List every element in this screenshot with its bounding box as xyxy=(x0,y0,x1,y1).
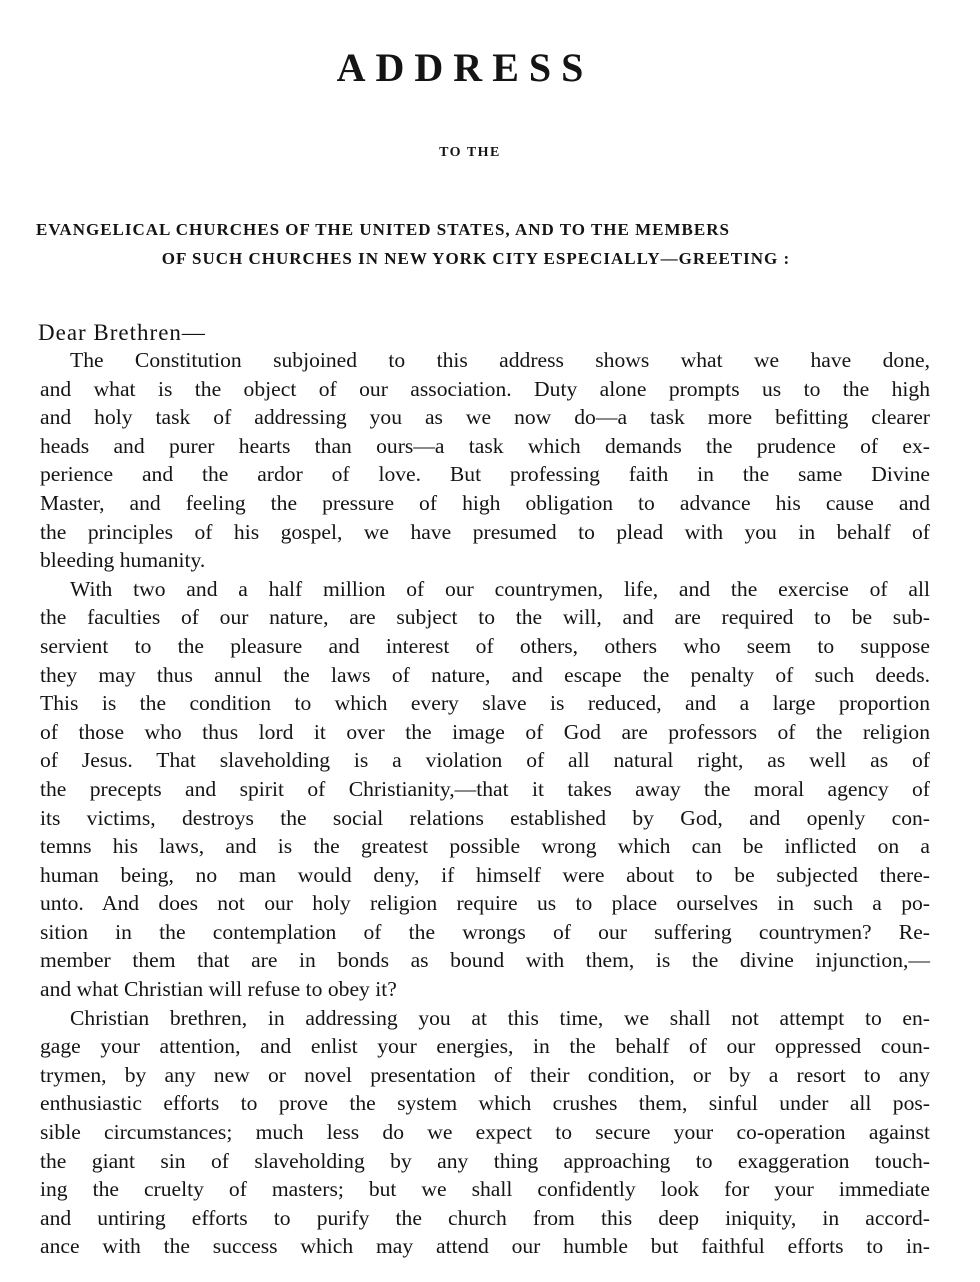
text-line: enthusiastic efforts to prove the system which crushes them, sinful under all pos- xyxy=(40,1091,930,1116)
text-line: the faculties of our nature, are subject to the will, and are required to be sub- xyxy=(40,605,930,630)
text-line: sition in the contemplation of the wrongs of our suffering countrymen? Re- xyxy=(40,919,930,944)
text-line: and holy task of addressing you as we now do—a task more befitting clearer xyxy=(40,405,930,430)
text-line: member them that are in bonds as bound with them, is the divine injunction,— xyxy=(40,948,930,973)
text-line: of Jesus. That slaveholding is a violation of all natural right, as well as of xyxy=(40,748,930,773)
document-subtitle xyxy=(36,215,916,273)
text-line: and what is the object of our association. Duty alone prompts us to the high xyxy=(40,376,930,401)
text-line: ing the cruelty of masters; but we shall confidently look for your immediate xyxy=(40,1177,930,1202)
text-line: Master, and feeling the pressure of high obligation to advance his cause and xyxy=(40,490,930,515)
subtitle-line: EVANGELICAL CHURCHES OF THE UNITED STATES, AND TO THE MEMBERS xyxy=(36,220,730,239)
text-line: its victims, destroys the social relations established by God, and openly con- xyxy=(40,805,930,830)
text-line: The Constitution subjoined to this address shows what we have done, xyxy=(70,348,930,372)
text-line: trymen, by any new or novel presentation of their condition, or by a resort to any xyxy=(40,1062,930,1087)
text-line: and untiring efforts to purify the church from this deep iniquity, in accord- xyxy=(40,1205,930,1230)
text-line: they may thus annul the laws of nature, and escape the penalty of such deeds. xyxy=(40,662,930,687)
text-line: With two and a half million of our countrymen, life, and the exercise of all xyxy=(70,576,930,601)
text-line: human being, no man would deny, if himself were about to be subjected there- xyxy=(40,862,930,887)
text-line: the giant sin of slaveholding by any thing approaching to exaggeration touch- xyxy=(40,1148,930,1173)
text-line: Christian brethren, in addressing you at this time, we shall not attempt to en- xyxy=(70,1005,930,1030)
text-line: sible circumstances; much less do we expect to secure your co-operation against xyxy=(40,1120,930,1145)
text-line: perience and the ardor of love. But professing faith in the same Divine xyxy=(40,462,930,487)
text-line: and what Christian will refuse to obey it? xyxy=(40,977,397,1002)
text-line: the principles of his gospel, we have presumed to plead with you in behalf of xyxy=(40,519,930,544)
salutation: Dear Brethren— xyxy=(38,320,206,345)
text-line: ance with the success which may attend our humble but faithful efforts to in- xyxy=(40,1234,930,1259)
document-to-the: TO THE xyxy=(439,145,501,160)
text-line: This is the condition to which every slave is reduced, and a large proportion xyxy=(40,691,930,716)
text-line: the precepts and spirit of Christianity,—that it takes away the moral agency of xyxy=(40,776,930,801)
text-line: temns his laws, and is the greatest possible wrong which can be inflicted on a xyxy=(40,834,930,859)
subtitle-line: OF SUCH CHURCHES IN NEW YORK CITY ESPECIALLY—GREETING : xyxy=(161,249,791,268)
text-line: unto. And does not our holy religion require us to place ourselves in such a po- xyxy=(40,891,930,916)
document-title: ADDRESS xyxy=(336,45,594,90)
body-text xyxy=(40,346,930,1261)
text-line: bleeding humanity. xyxy=(40,548,206,573)
text-line: servient to the pleasure and interest of others, others who seem to suppose xyxy=(40,633,930,658)
text-line: of those who thus lord it over the image of God are professors of the religion xyxy=(40,719,930,744)
text-line: gage your attention, and enlist your energies, in the behalf of our oppressed coun- xyxy=(40,1034,930,1059)
text-line: heads and purer hearts than ours—a task which demands the prudence of ex- xyxy=(40,433,930,458)
